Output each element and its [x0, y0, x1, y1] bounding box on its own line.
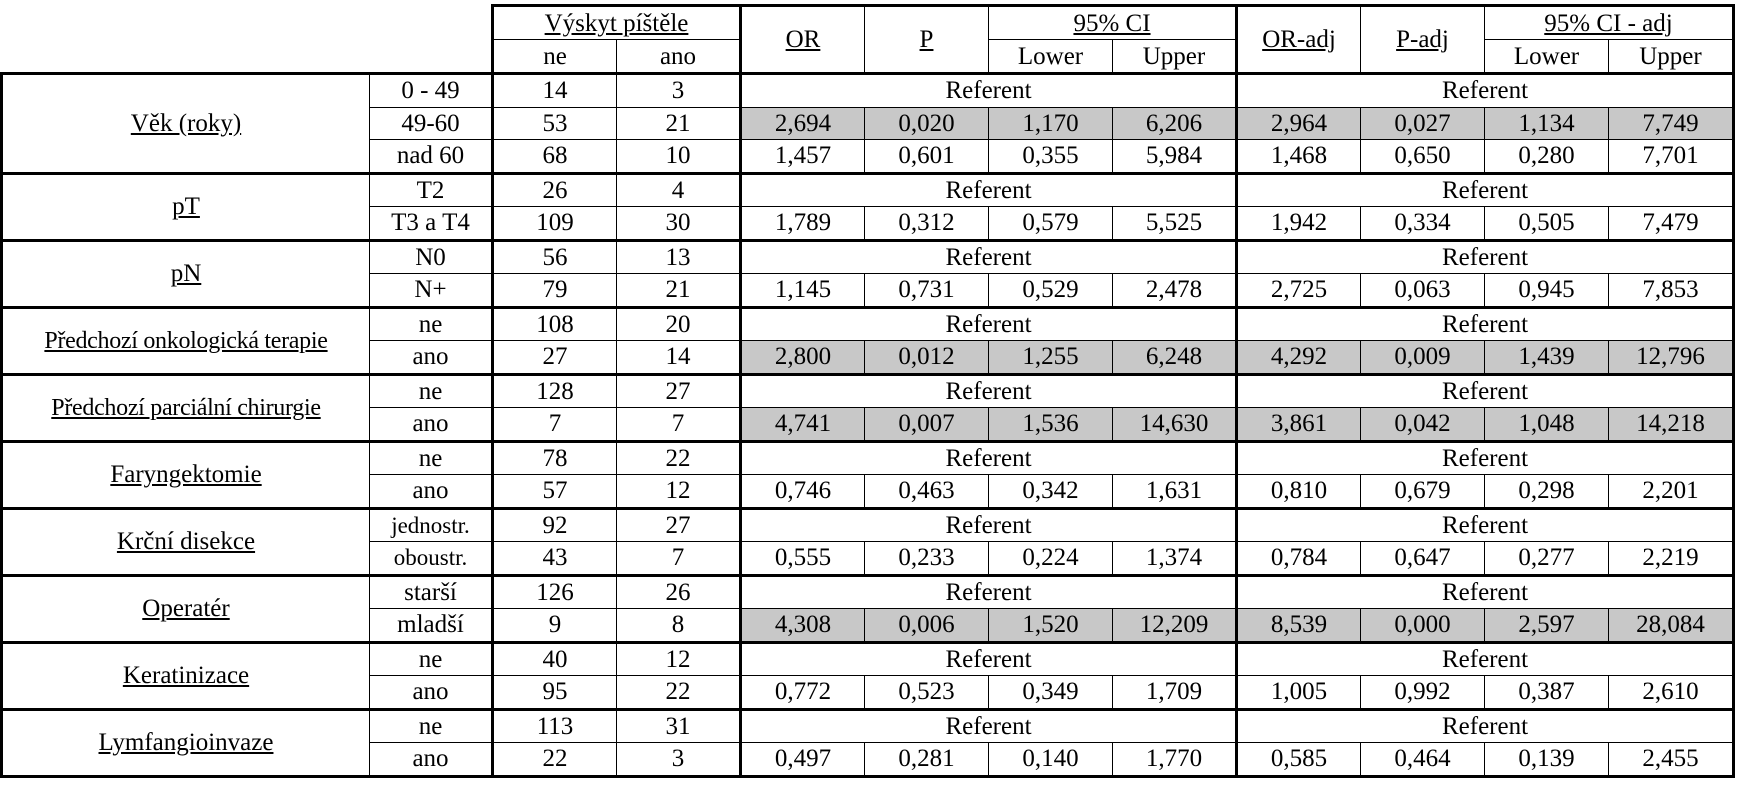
referent-cell-adj: Referent	[1237, 173, 1734, 207]
ci-upper: 12,209	[1113, 609, 1237, 643]
header-upper-adj: Upper	[1609, 40, 1734, 74]
p-value: 0,233	[865, 542, 989, 576]
count-ano: 7	[617, 542, 741, 576]
p-adj-value: 0,027	[1361, 107, 1485, 140]
count-ne: 128	[493, 374, 617, 408]
count-ano: 3	[617, 743, 741, 777]
ci-adj-upper: 2,610	[1609, 676, 1734, 710]
table-row	[2, 173, 1734, 207]
odds-ratio-table	[0, 4, 1735, 778]
level-label: oboustr.	[370, 542, 493, 576]
ci-adj-lower: 0,277	[1485, 542, 1609, 576]
referent-cell: Referent	[741, 173, 1237, 207]
level-label: nad 60	[370, 140, 493, 174]
p-value: 0,012	[865, 341, 989, 375]
p-adj-value: 0,992	[1361, 676, 1485, 710]
count-ne: 22	[493, 743, 617, 777]
ci-lower: 1,520	[989, 609, 1113, 643]
referent-cell-adj: Referent	[1237, 575, 1734, 609]
count-ne: 126	[493, 575, 617, 609]
header-lower-adj: Lower	[1485, 40, 1609, 74]
referent-cell: Referent	[741, 240, 1237, 274]
or-value: 1,457	[741, 140, 865, 174]
ci-lower: 0,529	[989, 274, 1113, 308]
level-label: ano	[370, 475, 493, 509]
level-label: ne	[370, 642, 493, 676]
or-value: 0,497	[741, 743, 865, 777]
referent-cell-adj: Referent	[1237, 240, 1734, 274]
header-vyskyt: Výskyt píštěle	[493, 6, 741, 40]
ci-adj-lower: 1,439	[1485, 341, 1609, 375]
header-lower: Lower	[989, 40, 1113, 74]
ci-lower: 1,255	[989, 341, 1113, 375]
count-ano: 7	[617, 408, 741, 442]
count-ne: 109	[493, 207, 617, 241]
ci-lower: 0,355	[989, 140, 1113, 174]
header-or: OR	[741, 6, 865, 74]
table-row	[2, 240, 1734, 274]
or-value: 0,772	[741, 676, 865, 710]
ci-upper: 14,630	[1113, 408, 1237, 442]
ci-adj-lower: 1,048	[1485, 408, 1609, 442]
header-p-adj: P-adj	[1361, 6, 1485, 74]
or-adj-value: 8,539	[1237, 609, 1361, 643]
or-adj-value: 0,784	[1237, 542, 1361, 576]
ci-upper: 1,770	[1113, 743, 1237, 777]
ci-upper: 6,248	[1113, 341, 1237, 375]
header-ci: 95% CI	[989, 6, 1237, 40]
count-ano: 21	[617, 107, 741, 140]
ci-upper: 1,374	[1113, 542, 1237, 576]
ci-adj-lower: 2,597	[1485, 609, 1609, 643]
header-or-adj: OR-adj	[1237, 6, 1361, 74]
count-ano: 10	[617, 140, 741, 174]
or-value: 0,555	[741, 542, 865, 576]
p-value: 0,523	[865, 676, 989, 710]
ci-adj-upper: 12,796	[1609, 341, 1734, 375]
group-label: Krční disekce	[2, 508, 370, 575]
count-ne: 43	[493, 542, 617, 576]
p-adj-value: 0,650	[1361, 140, 1485, 174]
header-blank	[2, 6, 493, 40]
group-label: Lymfangioinvaze	[2, 709, 370, 776]
referent-cell: Referent	[741, 74, 1237, 108]
or-value: 1,789	[741, 207, 865, 241]
ci-adj-upper: 7,749	[1609, 107, 1734, 140]
or-adj-value: 2,725	[1237, 274, 1361, 308]
count-ano: 27	[617, 508, 741, 542]
referent-cell-adj: Referent	[1237, 74, 1734, 108]
p-adj-value: 0,000	[1361, 609, 1485, 643]
level-label: ne	[370, 374, 493, 408]
level-label: ne	[370, 307, 493, 341]
level-label: N0	[370, 240, 493, 274]
count-ne: 53	[493, 107, 617, 140]
or-value: 4,741	[741, 408, 865, 442]
level-label: ano	[370, 341, 493, 375]
ci-adj-lower: 0,387	[1485, 676, 1609, 710]
p-value: 0,312	[865, 207, 989, 241]
p-value: 0,601	[865, 140, 989, 174]
level-label: ano	[370, 676, 493, 710]
p-value: 0,463	[865, 475, 989, 509]
count-ne: 40	[493, 642, 617, 676]
or-value: 2,694	[741, 107, 865, 140]
ci-adj-upper: 7,479	[1609, 207, 1734, 241]
or-adj-value: 1,468	[1237, 140, 1361, 174]
referent-cell: Referent	[741, 307, 1237, 341]
ci-upper: 1,631	[1113, 475, 1237, 509]
or-adj-value: 3,861	[1237, 408, 1361, 442]
count-ano: 21	[617, 274, 741, 308]
count-ne: 57	[493, 475, 617, 509]
count-ne: 108	[493, 307, 617, 341]
ci-adj-upper: 2,219	[1609, 542, 1734, 576]
ci-upper: 2,478	[1113, 274, 1237, 308]
referent-cell: Referent	[741, 508, 1237, 542]
table-wrapper	[0, 4, 1735, 778]
or-adj-value: 1,005	[1237, 676, 1361, 710]
or-value: 4,308	[741, 609, 865, 643]
count-ano: 31	[617, 709, 741, 743]
ci-lower: 1,536	[989, 408, 1113, 442]
p-value: 0,281	[865, 743, 989, 777]
count-ano: 22	[617, 441, 741, 475]
table-row	[2, 374, 1734, 408]
p-adj-value: 0,464	[1361, 743, 1485, 777]
count-ne: 113	[493, 709, 617, 743]
header-ne: ne	[493, 40, 617, 74]
ci-adj-upper: 14,218	[1609, 408, 1734, 442]
referent-cell-adj: Referent	[1237, 642, 1734, 676]
or-value: 2,800	[741, 341, 865, 375]
header-blank-2	[2, 40, 493, 74]
ci-upper: 6,206	[1113, 107, 1237, 140]
referent-cell: Referent	[741, 642, 1237, 676]
p-value: 0,006	[865, 609, 989, 643]
count-ano: 3	[617, 74, 741, 108]
table-row	[2, 642, 1734, 676]
referent-cell-adj: Referent	[1237, 709, 1734, 743]
group-label: Předchozí parciální chirurgie	[2, 374, 370, 441]
ci-lower: 0,224	[989, 542, 1113, 576]
ci-adj-lower: 0,280	[1485, 140, 1609, 174]
count-ano: 12	[617, 475, 741, 509]
ci-adj-upper: 28,084	[1609, 609, 1734, 643]
level-label: 0 - 49	[370, 74, 493, 108]
p-value: 0,020	[865, 107, 989, 140]
referent-cell-adj: Referent	[1237, 374, 1734, 408]
level-label: ne	[370, 441, 493, 475]
p-adj-value: 0,042	[1361, 408, 1485, 442]
count-ne: 7	[493, 408, 617, 442]
level-label: ano	[370, 743, 493, 777]
ci-adj-lower: 0,139	[1485, 743, 1609, 777]
count-ano: 12	[617, 642, 741, 676]
referent-cell-adj: Referent	[1237, 508, 1734, 542]
ci-adj-upper: 2,455	[1609, 743, 1734, 777]
count-ne: 79	[493, 274, 617, 308]
level-label: starší	[370, 575, 493, 609]
ci-adj-lower: 0,298	[1485, 475, 1609, 509]
p-value: 0,731	[865, 274, 989, 308]
p-value: 0,007	[865, 408, 989, 442]
ci-adj-lower: 0,945	[1485, 274, 1609, 308]
p-adj-value: 0,334	[1361, 207, 1485, 241]
ci-upper: 5,984	[1113, 140, 1237, 174]
header-ano: ano	[617, 40, 741, 74]
count-ne: 27	[493, 341, 617, 375]
or-adj-value: 0,585	[1237, 743, 1361, 777]
level-label: mladší	[370, 609, 493, 643]
count-ne: 95	[493, 676, 617, 710]
group-label: Předchozí onkologická terapie	[2, 307, 370, 374]
table-row	[2, 709, 1734, 743]
referent-cell-adj: Referent	[1237, 307, 1734, 341]
count-ne: 92	[493, 508, 617, 542]
count-ne: 9	[493, 609, 617, 643]
level-label: N+	[370, 274, 493, 308]
count-ne: 26	[493, 173, 617, 207]
count-ne: 56	[493, 240, 617, 274]
ci-adj-upper: 2,201	[1609, 475, 1734, 509]
p-adj-value: 0,647	[1361, 542, 1485, 576]
p-adj-value: 0,679	[1361, 475, 1485, 509]
level-label: T3 a T4	[370, 207, 493, 241]
ci-adj-lower: 0,505	[1485, 207, 1609, 241]
count-ne: 68	[493, 140, 617, 174]
count-ano: 4	[617, 173, 741, 207]
or-adj-value: 2,964	[1237, 107, 1361, 140]
count-ne: 14	[493, 74, 617, 108]
referent-cell: Referent	[741, 709, 1237, 743]
or-value: 1,145	[741, 274, 865, 308]
count-ano: 8	[617, 609, 741, 643]
referent-cell: Referent	[741, 374, 1237, 408]
ci-adj-lower: 1,134	[1485, 107, 1609, 140]
count-ano: 14	[617, 341, 741, 375]
or-adj-value: 1,942	[1237, 207, 1361, 241]
table-row	[2, 74, 1734, 108]
table-row	[2, 575, 1734, 609]
ci-adj-upper: 7,853	[1609, 274, 1734, 308]
or-value: 0,746	[741, 475, 865, 509]
ci-upper: 5,525	[1113, 207, 1237, 241]
group-label: Věk (roky)	[2, 74, 370, 174]
table-row	[2, 508, 1734, 542]
ci-upper: 1,709	[1113, 676, 1237, 710]
level-label: ne	[370, 709, 493, 743]
group-label: pT	[2, 173, 370, 240]
count-ano: 13	[617, 240, 741, 274]
level-label: ano	[370, 408, 493, 442]
group-label: pN	[2, 240, 370, 307]
group-label: Faryngektomie	[2, 441, 370, 508]
count-ano: 26	[617, 575, 741, 609]
ci-adj-upper: 7,701	[1609, 140, 1734, 174]
referent-cell: Referent	[741, 575, 1237, 609]
or-adj-value: 0,810	[1237, 475, 1361, 509]
group-label: Keratinizace	[2, 642, 370, 709]
count-ano: 22	[617, 676, 741, 710]
header-p: P	[865, 6, 989, 74]
ci-lower: 0,349	[989, 676, 1113, 710]
ci-lower: 1,170	[989, 107, 1113, 140]
referent-cell: Referent	[741, 441, 1237, 475]
ci-lower: 0,579	[989, 207, 1113, 241]
level-label: T2	[370, 173, 493, 207]
count-ano: 20	[617, 307, 741, 341]
p-adj-value: 0,009	[1361, 341, 1485, 375]
level-label: 49-60	[370, 107, 493, 140]
ci-lower: 0,342	[989, 475, 1113, 509]
count-ano: 30	[617, 207, 741, 241]
header-ci-adj: 95% CI - adj	[1485, 6, 1734, 40]
table-row	[2, 307, 1734, 341]
group-label: Operatér	[2, 575, 370, 642]
p-adj-value: 0,063	[1361, 274, 1485, 308]
ci-lower: 0,140	[989, 743, 1113, 777]
header-upper: Upper	[1113, 40, 1237, 74]
table-row	[2, 441, 1734, 475]
referent-cell-adj: Referent	[1237, 441, 1734, 475]
count-ano: 27	[617, 374, 741, 408]
count-ne: 78	[493, 441, 617, 475]
or-adj-value: 4,292	[1237, 341, 1361, 375]
level-label: jednostr.	[370, 508, 493, 542]
